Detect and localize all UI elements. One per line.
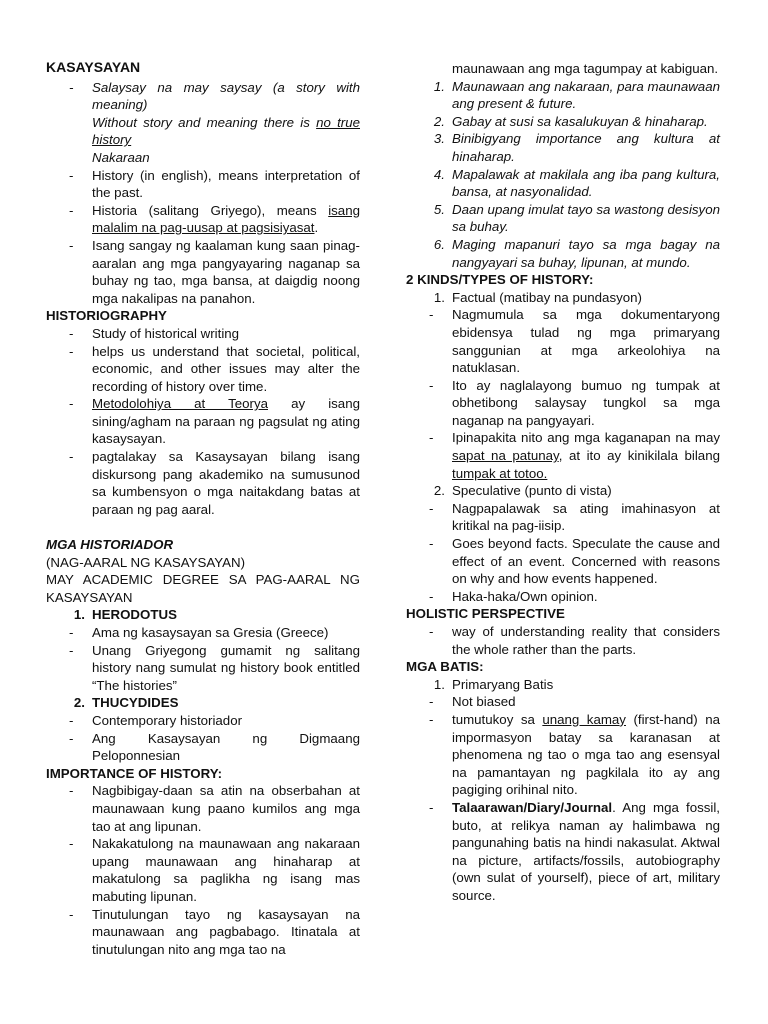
item-number: 2. [73,695,85,711]
list-item [406,500,720,535]
list-item [46,782,360,835]
list-item [406,623,720,658]
list-item [46,343,360,396]
item-text: Maging mapanuri tayo sa mga bagay na nangyayari sa buhay, lipunan, at mundo. [452,236,720,270]
list-item [46,624,360,642]
list-item [46,79,360,167]
list-item [406,535,720,588]
item-text: Factual (matibay na pundasyon) [452,289,642,305]
item-text: Speculative (punto di vista) [452,483,612,499]
numbered-item [406,130,720,165]
list-item-text: pagtalakay sa Kasaysayan bilang isang diskursong pang akademiko na sumusunod sa kumbensyon o mga naitakdang batas at paraan ng pag aaral. [92,449,360,517]
subheading: (NAG-AARAL NG KASAYSAYAN) [46,554,246,570]
heading-mga-batis: MGA BATIS: [406,659,484,675]
underlined-text: no true history [92,114,360,148]
list-item [46,642,360,695]
list-item-text: Nagmumula sa mga dokumentaryong ebidensya tulad ng mga primaryang sanggunian at mga arkeolohiya na natuklasan. [452,307,720,376]
list-item [406,306,720,376]
list-item-text: Ang Kasaysayan ng Digmaang Peloponnesian [92,730,360,764]
item-number: 1. [433,676,445,692]
left-column [46,59,360,958]
list-item-text: Historia (salitang Griyego), means [92,202,329,218]
numbered-item [406,166,720,201]
continued-text: maunawaan ang mga tagumpay at kabiguan. [452,61,719,76]
bold-text: Talaarawan/Diary/Journal [452,799,613,815]
item-text: Gabay at susi sa kasalukuyan & hinaharap. [452,113,708,129]
numbered-item [46,606,360,624]
underlined-text: isang malalim na pag-uusap at pagsisiyasat [92,202,360,236]
underlined-text: Metodolohiya at Teorya [92,396,268,412]
list-item-text: Nakaraan [92,149,150,165]
item-number: 2. [433,483,445,499]
right-column [406,60,720,905]
list-item-text: Nagbibigay-daan sa atin na obserbahan at maunawaan kung paano kumilos ang mga tao at ang lipunan. [92,783,360,834]
list-item-text: . [314,220,319,236]
item-text: Primaryang Batis [452,676,554,692]
list-item-text: tumutukoy sa [452,711,543,727]
list-item-text: Ipinapakita nito ang mga kaganapan na may [452,430,720,446]
numbered-item [406,78,720,113]
list-item-text: helps us understand that societal, political, economic, and other issues may alter the recording of history over time. [92,343,360,394]
list-item [46,712,360,730]
item-number: 5. [433,201,445,217]
list-item [46,835,360,905]
numbered-item [406,482,720,500]
numbered-item [406,113,720,131]
list-item [46,906,360,959]
heading-kinds-of-history: 2 KINDS/TYPES OF HISTORY: [406,272,594,288]
list-item-text: Ama ng kasaysayan sa Gresia (Greece) [92,625,329,640]
item-text: Binibigyang importance ang kultura at hinaharap. [452,131,720,164]
numbered-item [46,694,360,712]
list-item-text: way of understanding reality that considers the whole rather than the parts. [452,624,720,657]
list-item-text: Contemporary historiador [92,712,243,728]
item-number: 3. [433,131,445,147]
list-item [46,202,360,237]
list-item [46,395,360,448]
list-item [406,693,720,711]
numbered-item [406,201,720,236]
item-number: 1. [433,78,445,94]
heading-mga-historiador: MGA HISTORIADOR [46,537,174,553]
list-item-text: Haka-haka/Own opinion. [452,588,598,604]
list-item-text: Not biased [452,694,516,710]
list-item [406,588,720,606]
list-item-text: Goes beyond facts. Speculate the cause and effect of an event. Concerned with reasons on why and how events happened. [452,536,720,587]
item-number: 6. [433,236,445,252]
item-title: HERODOTUS [92,607,177,623]
heading-importance-of-history: IMPORTANCE OF HISTORY: [46,765,223,781]
underlined-text: unang kamay [542,711,626,727]
numbered-item [406,289,720,307]
list-item [46,167,360,202]
item-text: Mapalawak at makilala ang iba pang kultura, bansa, at nasyonalidad. [452,166,720,200]
list-item-text: History (in english), means interpretation of the past. [92,167,360,201]
item-number: 1. [433,289,445,305]
item-text: Maunawaan ang nakaraan, para maunawaan ang present & future. [452,78,720,112]
list-item-text: Study of historical writing [92,325,240,341]
list-item-text: Without story and meaning there is [92,114,317,130]
item-text: Daan upang imulat tayo sa wastong desisyon sa buhay. [452,201,720,235]
item-number: 1. [73,607,85,623]
list-item-text: . Ang mga fossil, buto, at relikya naman ay halimbawa ng pangunahing batis na hindi nakasulat. Aktwal na picture, artifacts/fossils, autobiography (own sulat of yourself), piece of art, military source. [452,799,720,903]
item-title: THUCYDIDES [92,695,179,711]
numbered-item [406,676,720,694]
list-item [406,711,720,799]
list-item-text: Isang sangay ng kaalaman kung saan pinag-aaralan ang mga pangyayaring naganap sa buhay ng tao, mga bansa, at daigdig noong mga nakalipas na panahon. [92,237,360,306]
item-number: 2. [433,113,445,129]
list-item-text: Tinutulungan tayo ng kasaysayan na maunawaan ang pagbabago. Itinatala at tinutulungan nito ang mga tao na [92,906,360,957]
item-number: 4. [433,166,445,182]
list-item [406,377,720,430]
underlined-text: tumpak at totoo. [452,465,548,481]
underlined-text: sapat na patunay [452,448,559,464]
list-item [406,429,720,482]
list-item-text: Nagpapalawak sa ating imahinasyon at kritikal na pag-iisip. [452,500,720,534]
list-item-text: ay isang sining/agham na paraan ng pagsulat ng ating kasaysayan. [92,396,360,447]
description: MAY ACADEMIC DEGREE SA PAG-AARAL NG KASAYSAYAN [46,572,360,605]
list-item [46,325,360,343]
list-item-text: Unang Griyegong gumamit ng salitang history nang sumulat ng history book entitled “The histories” [92,642,360,693]
list-item-text: Nakakatulong na maunawaan ang nakaraan upang maunawaan ang hinaharap at makatulong sa paglikha ng isang mas mabuting lipunan. [92,836,360,904]
spacer [46,518,360,536]
list-item-text: Salaysay na may saysay (a story with meaning) [92,79,360,113]
heading-holistic-perspective: HOLISTIC PERSPECTIVE [406,606,565,622]
list-item [406,799,720,905]
numbered-item [406,236,720,271]
list-item [46,237,360,307]
list-item [46,730,360,765]
list-item-text: Ito ay naglalayong bumuo ng tumpak at obhetibong salaysay tungkol sa mga naganap na pangyayari. [452,377,720,428]
heading-kasaysayan: KASAYSAYAN [46,59,141,75]
list-item-text: , at ito ay kinikilala bilang [558,448,720,464]
list-item [46,448,360,518]
heading-historiography: HISTORIOGRAPHY [46,308,167,324]
list-item-text: (first-hand) na impormasyon batay sa karanasan at phenomena ng tao o mga tao ang esensyal na pamantayan ng pagkilala ito ay ang pagiging orihinal nito. [452,711,720,798]
